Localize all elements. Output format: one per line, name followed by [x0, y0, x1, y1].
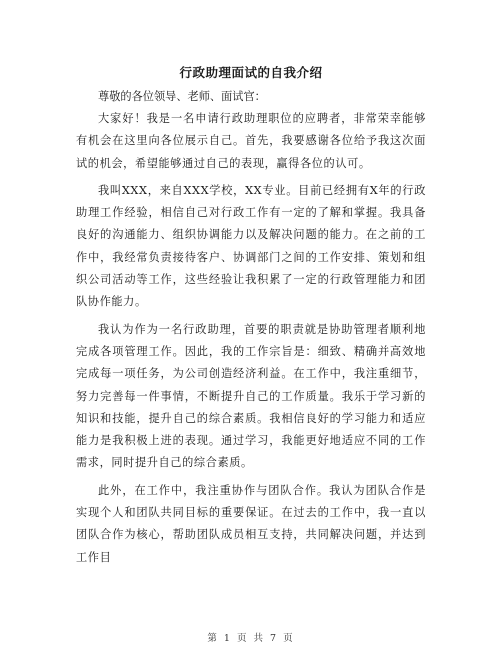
document-body [76, 86, 426, 574]
document-title: 行政助理面试的自我介绍 [179, 65, 323, 80]
paragraph-1: 大家好！我是一名申请行政助理职位的应聘者，非常荣幸能够有机会在这里向各位展示自己。首先，我要感谢各位给予我这次面试的机会，希望能够通过自己的表现，赢得各位的认可。 [76, 112, 426, 170]
paragraph-4: 此外，在工作中，我注重协作与团队合作。我认为团队合作是实现个人和团队共同目标的重要保证。在过去的工作中，我一直以团队合作为核心，帮助团队成员相互支持，共同解决问题，并达到工作目 [76, 483, 426, 564]
paragraph-3: 我认为作为一名行政助理，首要的职责就是协助管理者顺利地完成各项管理工作。因此，我的工作宗旨是：细致、精确并高效地完成每一项任务，为公司创造经济利益。在工作中，我注重细节，努力完善每一件事情，不断提升自己的工作质量。我乐于学习新的知识和技能，提升自己的综合素质。我相信良好的学习能力和适应能力是我积极上进的表现。通过学习，我能更好地适应不同的工作需求，同时提升自己的综合素质。 [76, 322, 426, 470]
paragraph-2: 我叫XXX，来自XXX学校，XX专业。目前已经拥有X年的行政助理工作经验，相信自己对行政工作有一定的了解和掌握。我具备良好的沟通能力、组织协调能力以及解决问题的能力。在之前的工作中，我经常负责接待客户、协调部门之间的工作安排、策划和组织公司活动等工作，这些经验让我积累了一定的行政管理能力和团队协作能力。 [76, 183, 426, 309]
salutation: 尊敬的各位领导、老师、面试官： [98, 90, 266, 103]
page-footer: 第 1 页 共 7 页 [207, 633, 295, 644]
